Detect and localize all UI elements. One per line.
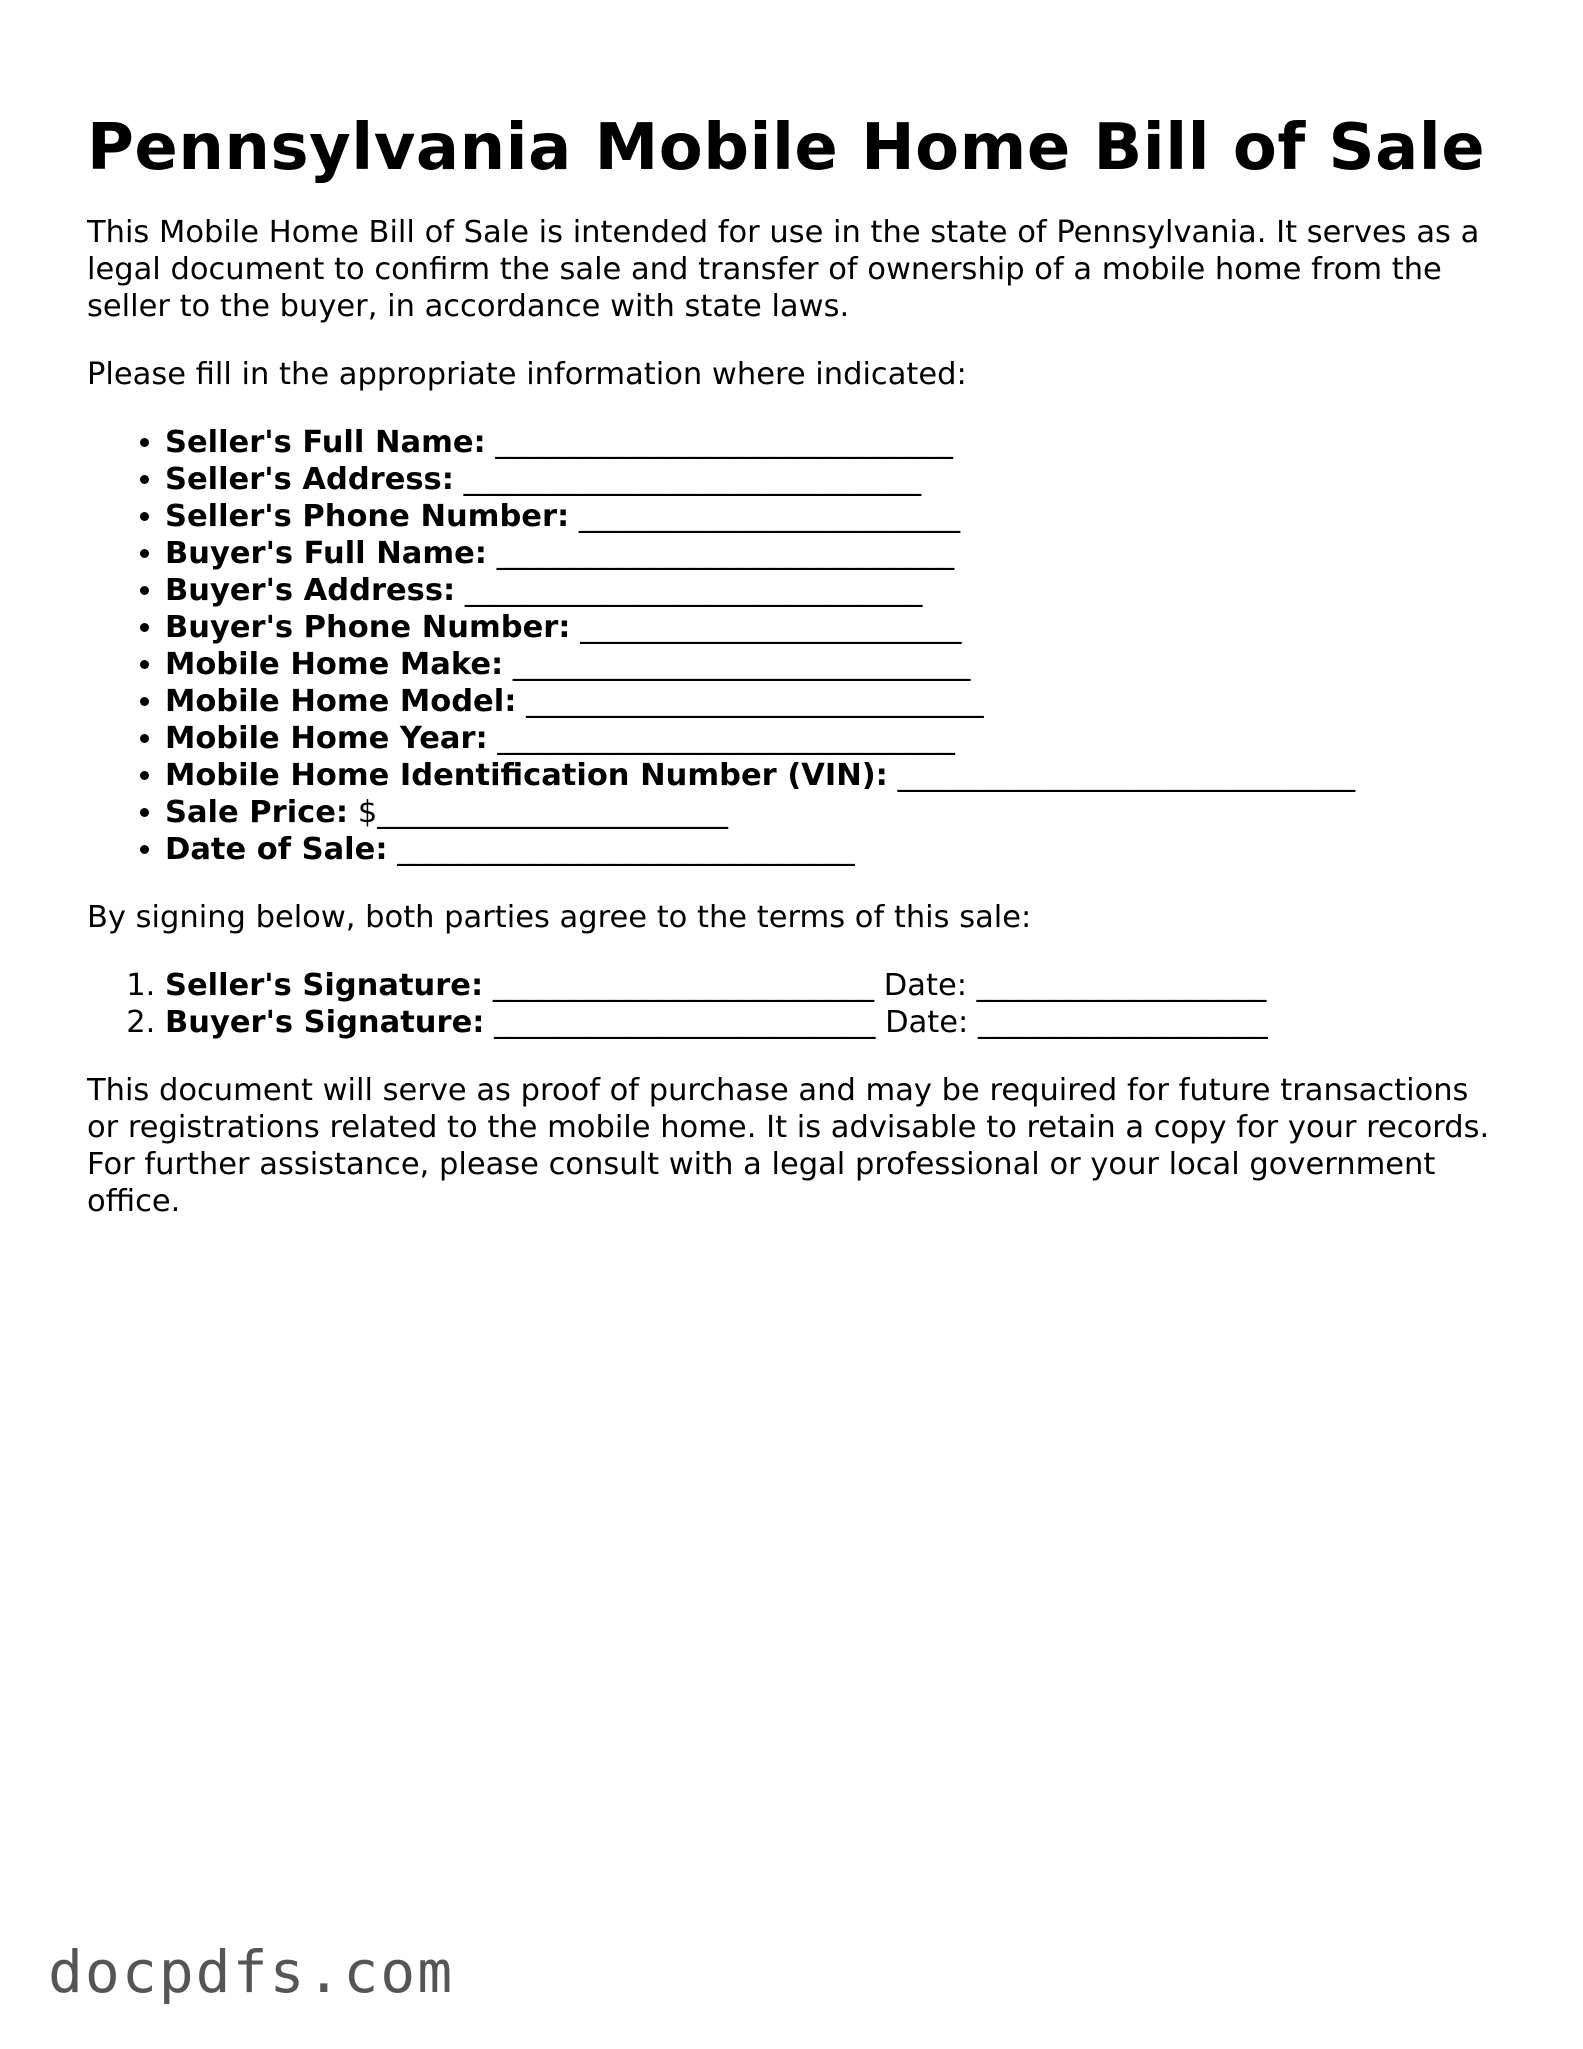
field-blank[interactable]: $_______________________ [348, 795, 728, 830]
field-label: Sale Price: [165, 795, 349, 830]
signatures-list [87, 967, 1507, 1041]
field-label: Mobile Home Model: [165, 684, 517, 719]
signature-blank[interactable]: _________________________ Date: ___________________ [484, 1005, 1268, 1040]
field-blank[interactable]: _________________________ [570, 610, 962, 645]
watermark: docpdfs.com [48, 1938, 455, 2006]
document-page [87, 108, 1507, 1251]
field-blank[interactable]: ______________________________ [516, 684, 984, 719]
field-buyer-phone[interactable] [165, 609, 1507, 646]
field-blank[interactable]: ______________________________ [387, 832, 855, 867]
intro-paragraph: This Mobile Home Bill of Sale is intended for use in the state of Pennsylvania. It serves as a legal document to confirm the sale and transfer of ownership of a mobile home from the seller to the buyer, in accordance with state laws. [87, 215, 1480, 324]
field-mobile-home-year[interactable] [165, 720, 1507, 757]
field-label: Date of Sale: [165, 832, 388, 867]
field-blank[interactable]: ______________________________ [487, 536, 955, 571]
field-seller-full-name[interactable] [165, 424, 1507, 461]
field-blank[interactable]: ______________________________ [887, 758, 1356, 793]
field-label: Seller's Phone Number: [165, 499, 570, 534]
fields-list [87, 424, 1507, 868]
field-label: Buyer's Address: [165, 573, 456, 608]
field-mobile-home-make[interactable] [165, 646, 1507, 683]
field-date-of-sale[interactable] [165, 831, 1507, 868]
field-label: Seller's Full Name: [165, 425, 486, 460]
seller-signature-line[interactable] [165, 967, 1507, 1004]
field-blank[interactable]: ______________________________ [487, 721, 955, 756]
field-mobile-home-model[interactable] [165, 683, 1507, 720]
agreement-text: By signing below, both parties agree to the terms of this sale: [87, 900, 1032, 935]
field-label: Mobile Home Make: [165, 647, 504, 682]
closing-paragraph: This document will serve as proof of purchase and may be required for future transactions or registrations related to the mobile home. It is advisable to retain a copy for your records. For further assistance, please consult with a legal professional or your local government office. [87, 1073, 1490, 1219]
field-buyer-full-name[interactable] [165, 535, 1507, 572]
field-seller-address[interactable] [165, 461, 1507, 498]
field-sale-price[interactable] [165, 794, 1507, 831]
field-blank[interactable]: ______________________________ [453, 462, 922, 497]
document-title: Pennsylvania Mobile Home Bill of Sale [87, 111, 1486, 185]
field-blank[interactable]: ______________________________ [503, 647, 971, 682]
field-seller-phone[interactable] [165, 498, 1507, 535]
field-label: Buyer's Phone Number: [165, 610, 571, 645]
field-mobile-home-vin[interactable] [165, 757, 1507, 794]
field-buyer-address[interactable] [165, 572, 1507, 609]
field-label: Seller's Address: [165, 462, 454, 497]
signature-label: Seller's Signature: [165, 968, 484, 1003]
field-blank[interactable]: ______________________________ [485, 425, 953, 460]
field-blank[interactable]: ______________________________ [455, 573, 923, 608]
field-label: Buyer's Full Name: [165, 536, 488, 571]
field-label: Mobile Home Identification Number (VIN): [165, 758, 888, 793]
buyer-signature-line[interactable] [165, 1004, 1507, 1041]
signature-blank[interactable]: _________________________ Date: ___________________ [483, 968, 1267, 1003]
instruction-text: Please fill in the appropriate information where indicated: [87, 357, 967, 392]
field-blank[interactable]: _________________________ [569, 499, 961, 534]
field-label: Mobile Home Year: [165, 721, 488, 756]
signature-label: Buyer's Signature: [165, 1005, 485, 1040]
